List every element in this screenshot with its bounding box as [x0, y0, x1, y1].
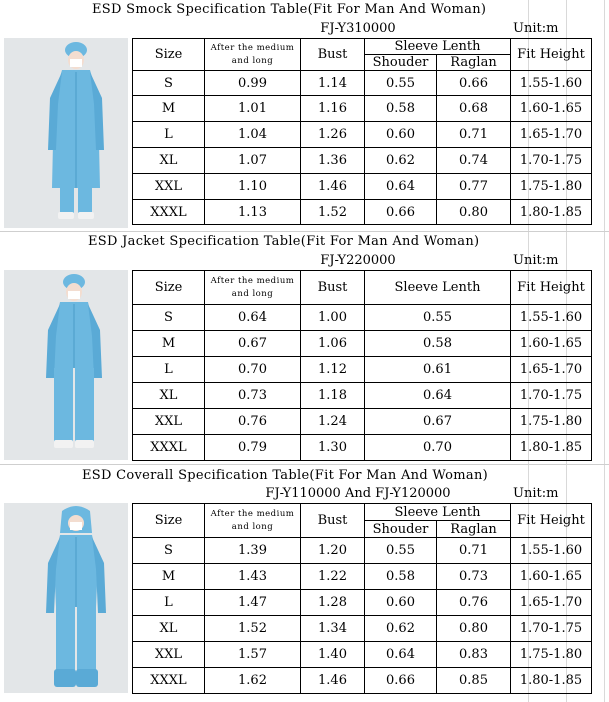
header-length: After the medium and long: [205, 504, 301, 538]
cell-shoulder: 0.66: [365, 200, 437, 225]
cell-raglan: 0.71: [437, 538, 511, 564]
cell-fit-height: 1.60-1.65: [511, 331, 592, 357]
cell-length: 0.79: [205, 435, 301, 461]
cell-size: S: [133, 305, 205, 331]
cell-bust: 1.06: [301, 331, 365, 357]
cell-length: 1.07: [205, 148, 301, 174]
cell-sleeve: 0.55: [365, 305, 511, 331]
cell-size: XL: [133, 616, 205, 642]
header-shoulder: Shouder: [365, 521, 437, 538]
jacket-photo: [4, 270, 128, 460]
cell-fit-height: 1.55-1.60: [511, 71, 592, 96]
sheet-gridline: [604, 0, 605, 702]
cell-length: 1.13: [205, 200, 301, 225]
cell-raglan: 0.73: [437, 564, 511, 590]
cell-fit-height: 1.55-1.60: [511, 305, 592, 331]
cell-shoulder: 0.55: [365, 538, 437, 564]
cell-bust: 1.12: [301, 357, 365, 383]
cell-bust: 1.46: [301, 668, 365, 694]
cell-size: XL: [133, 383, 205, 409]
cell-length: 1.43: [205, 564, 301, 590]
cell-shoulder: 0.62: [365, 616, 437, 642]
cell-sleeve: 0.67: [365, 409, 511, 435]
cell-length: 1.01: [205, 96, 301, 122]
cell-shoulder: 0.58: [365, 564, 437, 590]
coverall-photo: [4, 503, 128, 693]
model-number: FJ-Y220000: [320, 253, 396, 268]
table-row: [133, 200, 592, 225]
cell-length: 1.39: [205, 538, 301, 564]
cell-shoulder: 0.60: [365, 590, 437, 616]
model-number: FJ-Y310000: [320, 21, 396, 36]
table-row: [133, 409, 592, 435]
cell-fit-height: 1.65-1.70: [511, 357, 592, 383]
model-row-smock: [0, 20, 609, 38]
cell-bust: 1.26: [301, 122, 365, 148]
header-fit-height: Fit Height: [511, 39, 592, 71]
table-title-coverall: [0, 466, 609, 486]
table-row: [133, 71, 592, 96]
cell-size: M: [133, 564, 205, 590]
table-row: [133, 590, 592, 616]
cell-raglan: 0.76: [437, 590, 511, 616]
smock-photo: [4, 38, 128, 228]
header-row: [133, 271, 592, 305]
cell-bust: 1.46: [301, 174, 365, 200]
table-title-smock: [0, 0, 609, 20]
cell-size: L: [133, 590, 205, 616]
header-row: [133, 39, 592, 55]
cell-bust: 1.34: [301, 616, 365, 642]
cell-length: 0.67: [205, 331, 301, 357]
cell-fit-height: 1.75-1.80: [511, 409, 592, 435]
cell-fit-height: 1.65-1.70: [511, 590, 592, 616]
cell-raglan: 0.83: [437, 642, 511, 668]
cell-fit-height: 1.60-1.65: [511, 564, 592, 590]
cell-length: 0.70: [205, 357, 301, 383]
cell-sleeve: 0.58: [365, 331, 511, 357]
title-text: ESD Coverall Specification Table(Fit For Man And Woman): [82, 468, 489, 483]
cell-sleeve: 0.70: [365, 435, 511, 461]
model-row-jacket: [0, 252, 609, 270]
cell-bust: 1.18: [301, 383, 365, 409]
cell-bust: 1.40: [301, 642, 365, 668]
cell-size: L: [133, 357, 205, 383]
cell-shoulder: 0.64: [365, 642, 437, 668]
cell-length: 0.76: [205, 409, 301, 435]
cell-size: XL: [133, 148, 205, 174]
cell-raglan: 0.66: [437, 71, 511, 96]
header-sleeve: Sleeve Lenth: [365, 271, 511, 305]
cell-length: 1.47: [205, 590, 301, 616]
cell-shoulder: 0.55: [365, 71, 437, 96]
cell-fit-height: 1.80-1.85: [511, 435, 592, 461]
cell-fit-height: 1.65-1.70: [511, 122, 592, 148]
table-row: [133, 668, 592, 694]
header-fit-height: Fit Height: [511, 504, 592, 538]
table-row: [133, 122, 592, 148]
cell-length: 0.73: [205, 383, 301, 409]
cell-shoulder: 0.62: [365, 148, 437, 174]
cell-size: M: [133, 96, 205, 122]
header-raglan: Raglan: [437, 521, 511, 538]
cell-size: XXL: [133, 642, 205, 668]
cell-bust: 1.36: [301, 148, 365, 174]
cell-fit-height: 1.60-1.65: [511, 96, 592, 122]
smock-spec-table: [132, 38, 592, 225]
title-text: ESD Jacket Specification Table(Fit For Man And Woman): [88, 234, 480, 249]
cell-fit-height: 1.80-1.85: [511, 668, 592, 694]
cell-size: XXL: [133, 409, 205, 435]
cell-size: XXL: [133, 174, 205, 200]
unit-label: Unit:m: [513, 486, 559, 501]
cell-bust: 1.20: [301, 538, 365, 564]
header-raglan: Raglan: [437, 55, 511, 71]
header-sleeve-group: Sleeve Lenth: [365, 504, 511, 521]
header-shoulder: Shouder: [365, 55, 437, 71]
cell-fit-height: 1.75-1.80: [511, 174, 592, 200]
table-title-jacket: [0, 232, 609, 252]
cell-shoulder: 0.66: [365, 668, 437, 694]
table-row: [133, 642, 592, 668]
unit-label: Unit:m: [513, 253, 559, 268]
cell-bust: 1.52: [301, 200, 365, 225]
title-text: ESD Smock Specification Table(Fit For Man And Woman): [92, 2, 487, 17]
table-row: [133, 435, 592, 461]
cell-length: 1.04: [205, 122, 301, 148]
cell-raglan: 0.68: [437, 96, 511, 122]
header-bust: Bust: [301, 504, 365, 538]
header-size: Size: [133, 271, 205, 305]
cell-fit-height: 1.55-1.60: [511, 538, 592, 564]
header-size: Size: [133, 39, 205, 71]
table-row: [133, 305, 592, 331]
header-fit-height: Fit Height: [511, 271, 592, 305]
cell-shoulder: 0.64: [365, 174, 437, 200]
table-row: [133, 174, 592, 200]
table-row: [133, 564, 592, 590]
table-row: [133, 148, 592, 174]
cell-bust: 1.16: [301, 96, 365, 122]
cell-raglan: 0.80: [437, 200, 511, 225]
cell-fit-height: 1.80-1.85: [511, 200, 592, 225]
cell-bust: 1.24: [301, 409, 365, 435]
model-number: FJ-Y110000 And FJ-Y120000: [265, 486, 451, 501]
cell-size: L: [133, 122, 205, 148]
cell-bust: 1.28: [301, 590, 365, 616]
cell-size: XXXL: [133, 200, 205, 225]
header-sleeve-group: Sleeve Lenth: [365, 39, 511, 55]
header-row: [133, 504, 592, 521]
header-length: After the medium and long: [205, 39, 301, 71]
cell-bust: 1.00: [301, 305, 365, 331]
table-row: [133, 96, 592, 122]
table-row: [133, 383, 592, 409]
cell-fit-height: 1.70-1.75: [511, 148, 592, 174]
table-row: [133, 331, 592, 357]
cell-raglan: 0.77: [437, 174, 511, 200]
header-bust: Bust: [301, 271, 365, 305]
header-bust: Bust: [301, 39, 365, 71]
cell-raglan: 0.85: [437, 668, 511, 694]
jacket-spec-table: [132, 270, 592, 461]
table-row: [133, 538, 592, 564]
cell-bust: 1.30: [301, 435, 365, 461]
cell-length: 0.99: [205, 71, 301, 96]
table-row: [133, 616, 592, 642]
cell-raglan: 0.71: [437, 122, 511, 148]
cell-size: XXXL: [133, 668, 205, 694]
header-size: Size: [133, 504, 205, 538]
cell-shoulder: 0.60: [365, 122, 437, 148]
table-row: [133, 357, 592, 383]
unit-label: Unit:m: [513, 21, 559, 36]
cell-size: XXXL: [133, 435, 205, 461]
cell-length: 1.10: [205, 174, 301, 200]
cell-shoulder: 0.58: [365, 96, 437, 122]
cell-raglan: 0.74: [437, 148, 511, 174]
cell-length: 1.57: [205, 642, 301, 668]
cell-sleeve: 0.61: [365, 357, 511, 383]
cell-sleeve: 0.64: [365, 383, 511, 409]
cell-length: 1.52: [205, 616, 301, 642]
model-row-coverall: [0, 485, 609, 503]
cell-size: S: [133, 71, 205, 96]
cell-size: S: [133, 538, 205, 564]
cell-fit-height: 1.70-1.75: [511, 616, 592, 642]
section-divider: [0, 464, 609, 465]
cell-length: 1.62: [205, 668, 301, 694]
cell-raglan: 0.80: [437, 616, 511, 642]
coverall-spec-table: [132, 503, 592, 694]
header-length: After the medium and long: [205, 271, 301, 305]
cell-fit-height: 1.70-1.75: [511, 383, 592, 409]
cell-bust: 1.22: [301, 564, 365, 590]
cell-bust: 1.14: [301, 71, 365, 96]
cell-size: M: [133, 331, 205, 357]
cell-fit-height: 1.75-1.80: [511, 642, 592, 668]
cell-length: 0.64: [205, 305, 301, 331]
